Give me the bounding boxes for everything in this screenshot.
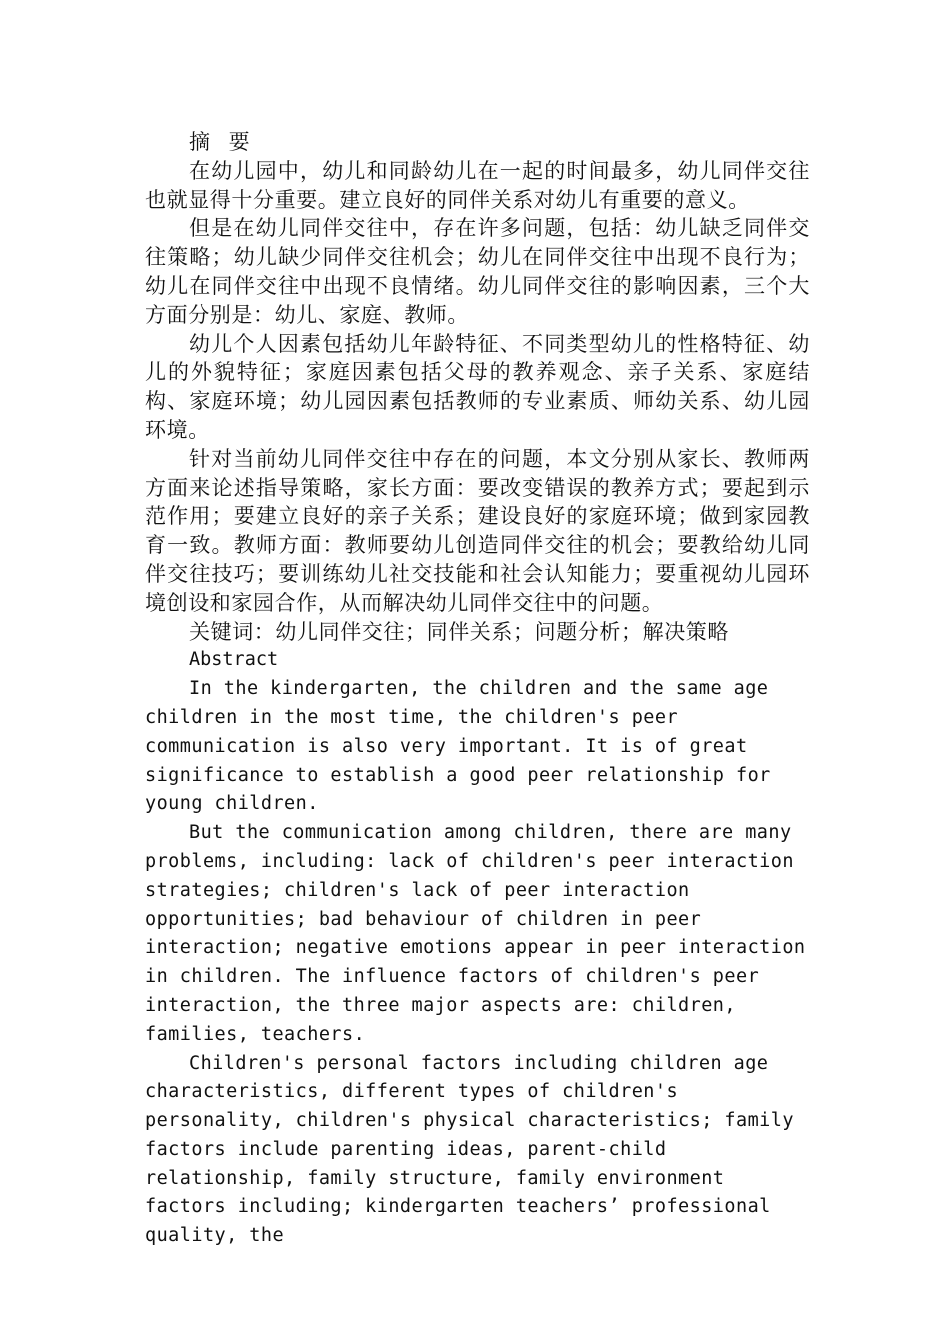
chinese-paragraph-1: 在幼儿园中，幼儿和同龄幼儿在一起的时间最多，幼儿同伴交往也就显得十分重要。建立良好的同伴关系对幼儿有重要的意义。 bbox=[145, 158, 810, 212]
chinese-paragraph-2: 但是在幼儿同伴交往中，存在许多问题，包括：幼儿缺乏同伴交往策略；幼儿缺少同伴交往机会；幼儿在同伴交往中出现不良行为；幼儿在同伴交往中出现不良情绪。幼儿同伴交往的影响因素，三个大方面分别是：幼儿、家庭、教师。 bbox=[145, 216, 810, 327]
chinese-keywords: 关键词：幼儿同伴交往；同伴关系；问题分析；解决策略 bbox=[189, 619, 729, 644]
document-body bbox=[145, 128, 810, 1251]
chinese-paragraph-3: 幼儿个人因素包括幼儿年龄特征、不同类型幼儿的性格特征、幼儿的外貌特征；家庭因素包括父母的教养观念、亲子关系、家庭结构、家庭环境；幼儿园因素包括教师的专业素质、师幼关系、幼儿园环境。 bbox=[145, 331, 810, 442]
chinese-abstract-heading: 摘 要 bbox=[189, 130, 256, 154]
chinese-paragraph-4: 针对当前幼儿同伴交往中存在的问题，本文分别从家长、教师两方面来论述指导策略，家长方面：要改变错误的教养方式；要起到示范作用；要建立良好的亲子关系；建设良好的家庭环境；做到家园教育一致。教师方面：教师要幼儿创造同伴交往的机会；要教给幼儿同伴交往技巧；要训练幼儿社交技能和社会认知能力；要重视幼儿园环境创设和家园合作，从而解决幼儿同伴交往中的问题。 bbox=[145, 446, 810, 615]
english-paragraph-3: Children's personal factors including children age characteristics, different types of children's personality, children's physical characteristics; family factors include parenting ideas, parent-child relationship, family structure, family environment factors including; kindergarten teachers’ professional quality, the bbox=[145, 1052, 794, 1247]
english-paragraph-1: In the kindergarten, the children and the same age children in the most time, the children's peer communication is also very important. It is of great significance to establish a good peer relationship for young children. bbox=[145, 678, 771, 815]
english-paragraph-2: But the communication among children, there are many problems, including: lack of children's peer interaction strategies; children's lack of peer interaction opportunities; bad behaviour of children in peer interaction; negative emotions appear in peer interaction in children. The influence factors of children's peer interaction, the three major aspects are: children, families, teachers. bbox=[145, 822, 806, 1045]
english-abstract-heading: Abstract bbox=[189, 649, 279, 671]
